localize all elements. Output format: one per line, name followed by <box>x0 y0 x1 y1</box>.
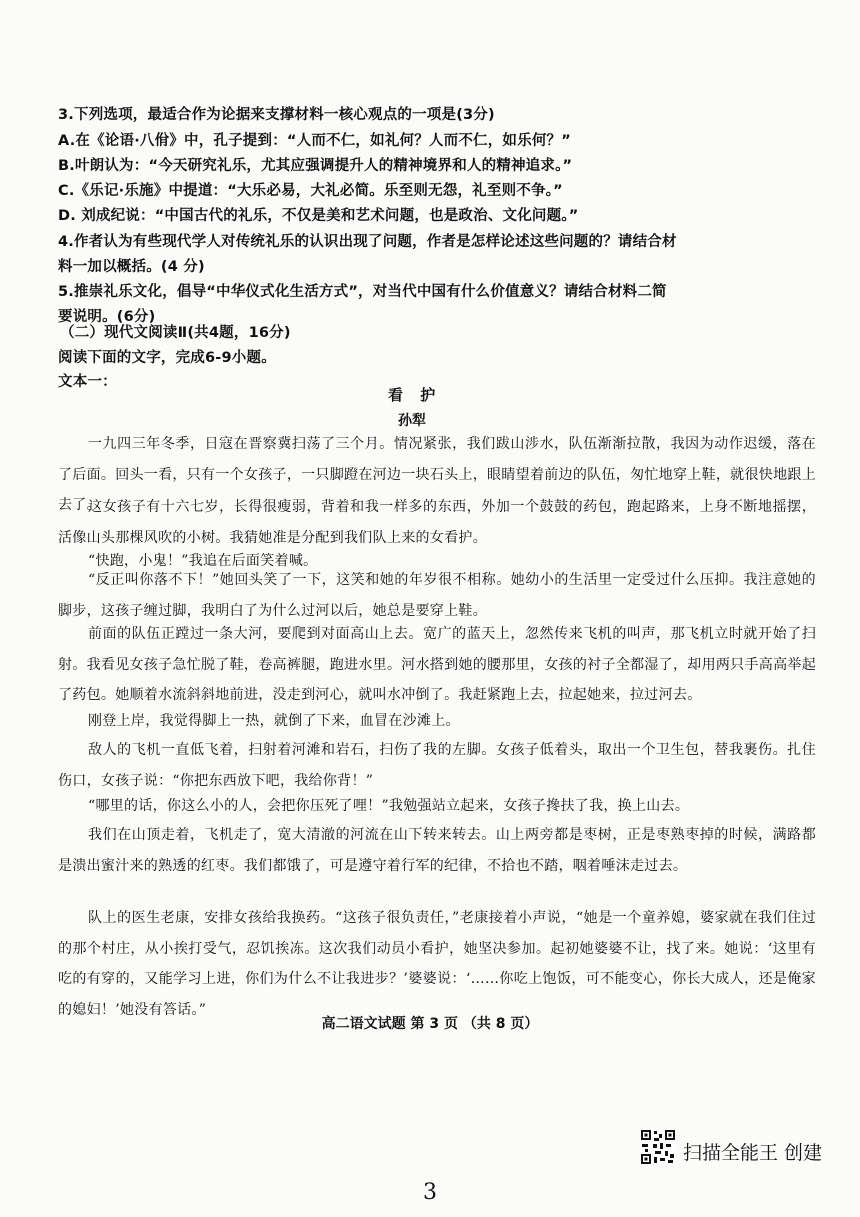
option-b: B.叶朗认为：“今天研究礼乐，尤其应强调提升人的精神境界和人的精神追求。” <box>58 158 573 174</box>
qr-code-icon <box>640 1129 676 1165</box>
story-paragraph-7: 敌人的飞机一直低飞着，扫射着河滩和岩石，扫伤了我的左脚。女孩子低着头，取出一个卫生包，替我裹伤。扎住伤口，女孩子说：“你把东西放下吧，我给你背！” <box>58 742 816 789</box>
option-d: D. 刘成纪说：“中国古代的礼乐，不仅是美和艺术问题，也是政治、文化问题。” <box>58 208 579 224</box>
option-a: A.在《论语·八佾》中，孔子提到：“人而不仁，如礼何？人而不仁，如乐何？” <box>58 133 571 149</box>
story-paragraph-6: 刚登上岸，我觉得脚上一热，就倒了下来，血冒在沙滩上。 <box>88 713 460 729</box>
question-4-line-1: 4.作者认为有些现代学人对传统礼乐的认识出现了问题，作者是怎样论述这些问题的？请结合材 <box>58 234 677 250</box>
page-number: 3 <box>423 1180 437 1205</box>
story-title: 看 护 <box>388 386 442 404</box>
scanner-watermark: 扫描全能王 创建 <box>683 1142 823 1164</box>
question-3: 3.下列选项，最适合作为论据来支撑材料一核心观点的一项是(3分) <box>58 107 495 123</box>
question-4-line-2: 料一加以概括。(4 分) <box>58 259 205 275</box>
story-author: 孙犁 <box>398 413 426 429</box>
story-paragraph-3: “快跑，小鬼！”我追在后面笑着喊。 <box>88 553 318 569</box>
story-paragraph-8: “哪里的话，你这么小的人，会把你压死了哩！”我勉强站立起来，女孩子搀扶了我，换上山去。 <box>88 798 690 814</box>
story-paragraph-10: 队上的医生老康，安排女孩给我换药。“这孩子很负责任，”老康接着小声说，“她是一个童养媳，婆家就在我们住过的那个村庄，从小挨打受气，忍饥挨冻。这次我们动员小看护，她坚决参加。起初她婆婆不让，找了来。她说：‘这里有吃的有穿的，又能学习上进，你们为什么不让我进步？’婆婆说：‘……你吃上饱饭，可不能变心，你长大成人，还是俺家的媳妇！’她没有答话。” <box>58 910 816 1018</box>
story-paragraph-9: 我们在山顶走着，飞机走了，宽大清澈的河流在山下转来转去。山上两旁都是枣树，正是枣熟枣掉的时候，满路都是溃出蜜汁来的熟透的红枣。我们都饿了，可是遵守着行军的纪律，不拾也不踏，咽着唾沫走过去。 <box>58 827 816 874</box>
story-paragraph-2: 这女孩子有十六七岁，长得很瘦弱，背着和我一样多的东西，外加一个鼓鼓的药包，跑起路来，上身不断地摇摆，活像山头那棵风吹的小树。我猜她准是分配到我们队上来的女看护。 <box>58 499 816 546</box>
section-heading: （二）现代文阅读Ⅱ(共4题，16分) <box>60 325 291 341</box>
reading-instruction: 阅读下面的文字，完成6-9小题。 <box>58 350 276 366</box>
exam-footer: 高二语文试题 第 3 页 （共 8 页） <box>321 1016 539 1032</box>
text-label: 文本一： <box>58 374 117 390</box>
option-c: C.《乐记·乐施》中提道：“大乐必易，大礼必简。乐至则无怨，礼至则不争。” <box>58 183 563 199</box>
story-paragraph-5: 前面的队伍正蹚过一条大河，要爬到对面高山上去。宽广的蓝天上，忽然传来飞机的叫声，那飞机立时就开始了扫射。我看见女孩子急忙脱了鞋，卷高裤腿，跑进水里。河水搭到她的腰那里，女孩的衬子全都湿了，却用两只手高高举起了药包。她顺着水流斜斜地前进，没走到河心，就叫水冲倒了。我赶紧跑上去，拉起她来，拉过河去。 <box>58 626 816 703</box>
question-5-line-1: 5.推崇礼乐文化，倡导“中华仪式化生活方式”，对当代中国有什么价值意义？请结合材料二简 <box>58 284 667 300</box>
question-5-line-2: 要说明。(6分) <box>58 309 156 325</box>
story-paragraph-4: “反正叫你落不下！”她回头笑了一下，这笑和她的年岁很不相称。她幼小的生活里一定受过什么压抑。我注意她的脚步，这孩子缠过脚，我明白了为什么过河以后，她总是要穿上鞋。 <box>58 572 816 619</box>
story-paragraph-1: 一九四三年冬季，日寇在晋察冀扫荡了三个月。情况紧张，我们跋山涉水，队伍渐渐拉散，我因为动作迟缓，落在了后面。回头一看，只有一个女孩子，一只脚蹬在河边一块石头上，眼睛望着前边的队伍，匆忙地穿上鞋，就很快地跟上去了。 <box>58 436 816 513</box>
